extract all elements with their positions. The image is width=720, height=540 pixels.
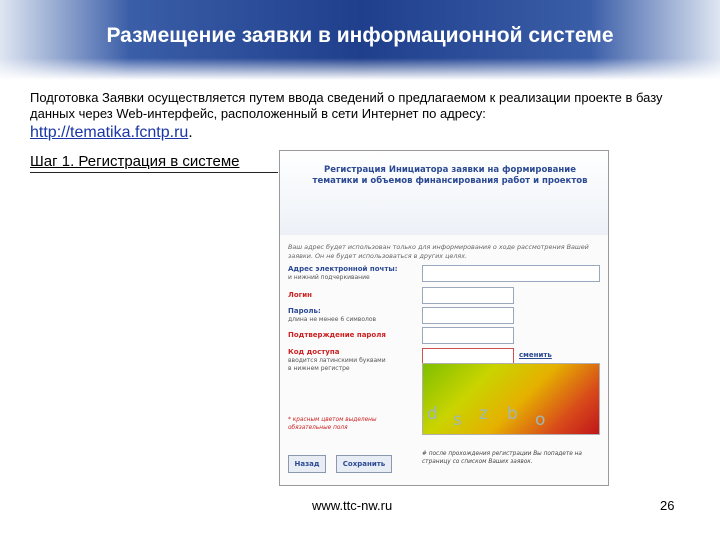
slide-title: Размещение заявки в информационной системе — [106, 24, 614, 47]
step-underline — [30, 172, 278, 173]
code-label: Код доступа — [288, 348, 340, 356]
url-suffix: . — [188, 124, 193, 141]
code-sub-1: вводится латинскими буквами — [288, 357, 386, 364]
code-sub-2: в нижнем регистре — [288, 365, 350, 372]
captcha-char: b — [507, 404, 518, 424]
captcha-char: o — [535, 410, 546, 430]
email-sub: и нижний подчеркивание — [288, 274, 370, 281]
password-sub: длина не менее 6 символов — [288, 316, 377, 323]
password-input[interactable] — [422, 307, 514, 324]
login-input[interactable] — [422, 287, 514, 304]
captcha-image — [422, 363, 600, 435]
registration-form-screenshot — [279, 150, 609, 486]
captcha-char: d — [427, 404, 438, 424]
email-input[interactable] — [422, 265, 600, 282]
page-number: 26 — [660, 498, 675, 513]
required-note: * красным цветом выделены обязательные поля — [288, 417, 377, 431]
form-header-band — [280, 151, 608, 235]
step-title: Шаг 1. Регистрация в системе — [30, 153, 240, 170]
footer-site: www.ttc-nw.ru — [312, 498, 393, 513]
site-url — [30, 124, 193, 142]
email-label: Адрес электронной почты: — [288, 265, 398, 273]
header-fade — [0, 58, 720, 80]
form-heading: Регистрация Инициатора заявки на формирование тематики и объемов финансирования работ и проектов — [312, 165, 588, 186]
confirm-label: Подтверждение пароля — [288, 331, 386, 339]
after-registration-note: # после прохождения регистрации Вы попадете на страницу со списком Ваших заявок. — [422, 451, 582, 465]
change-captcha-link[interactable]: сменить — [519, 351, 552, 359]
form-info: Ваш адрес будет использован только для информирования о ходе рассмотрения Вашей заявки. Он не будет использоваться в других целях. — [288, 243, 589, 260]
login-label: Логин — [288, 291, 313, 299]
slide-header — [0, 0, 720, 80]
password-label: Пароль: — [288, 307, 321, 315]
confirm-input[interactable] — [422, 327, 514, 344]
captcha-char: s — [453, 410, 462, 430]
back-button[interactable]: Назад — [288, 455, 326, 473]
save-button[interactable]: Сохранить — [336, 455, 392, 473]
captcha-char: z — [479, 404, 488, 424]
site-link[interactable]: http://tematika.fcntp.ru — [30, 124, 189, 141]
intro-text: Подготовка Заявки осуществляется путем ввода сведений о предлагаемом к реализации проекте в базу данных через Web-интерфейс, расположенный в сети Интернет по адресу: — [30, 90, 663, 121]
